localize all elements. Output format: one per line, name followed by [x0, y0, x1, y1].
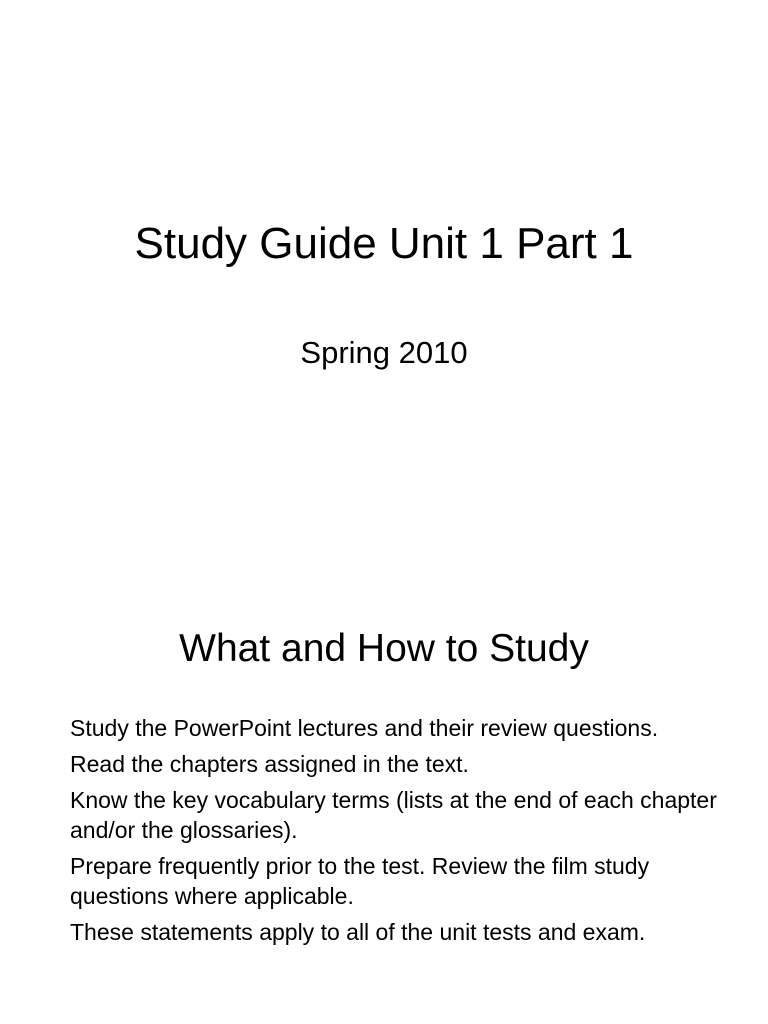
page-title: Study Guide Unit 1 Part 1: [134, 219, 634, 268]
slide-study-instructions: [0, 512, 768, 1024]
list-item: Read the chapters assigned in the text.: [70, 751, 469, 777]
list-item: These statements apply to all of the unit tests and exam.: [70, 919, 646, 945]
section-title: What and How to Study: [179, 627, 589, 670]
list-item: Study the PowerPoint lectures and their review questions.: [70, 715, 659, 741]
study-instructions-list: [70, 713, 730, 953]
page-subtitle: Spring 2010: [300, 335, 468, 370]
list-item: Prepare frequently prior to the test. Review the film study questions where applicable.: [70, 853, 650, 909]
list-item: Know the key vocabulary terms (lists at the end of each chapter and/or the glossaries).: [70, 787, 717, 843]
